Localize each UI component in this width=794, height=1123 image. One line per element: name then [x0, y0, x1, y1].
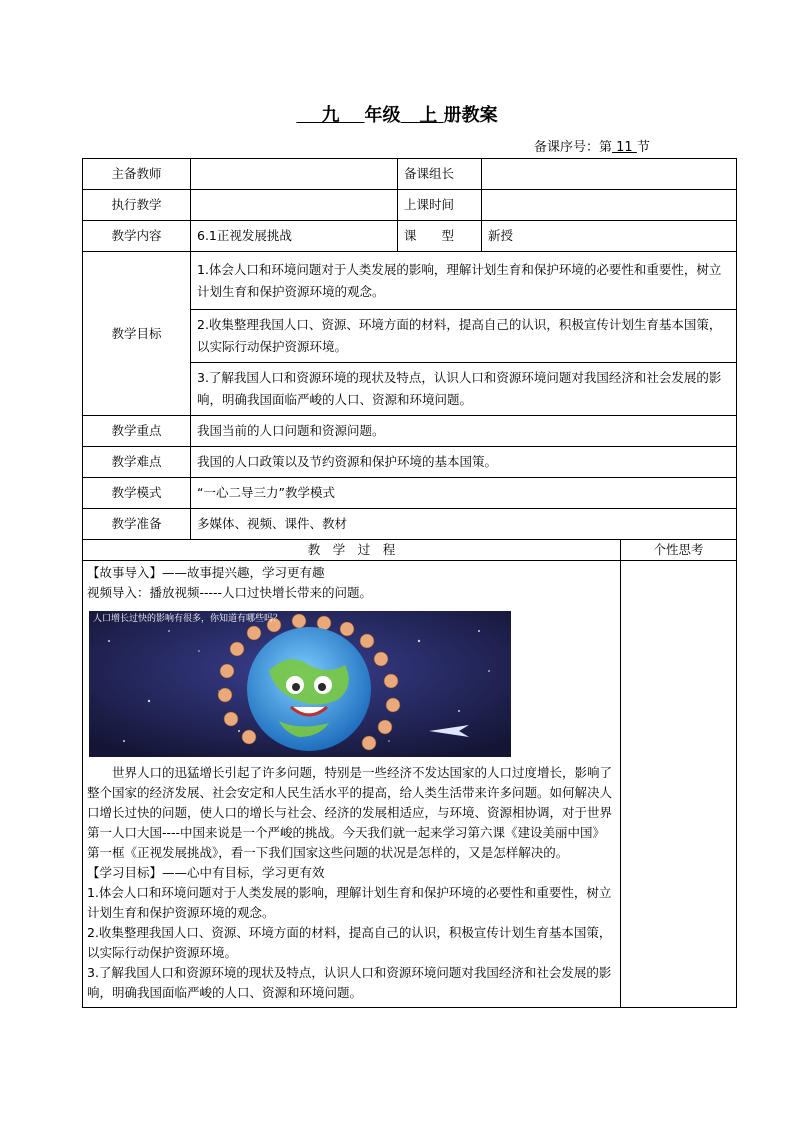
personal-thoughts-cell — [621, 561, 737, 1008]
goal-title: 【学习目标】 — [87, 865, 163, 880]
difficulties-label: 教学难点 — [83, 447, 191, 478]
lead-teacher-label: 主备教师 — [83, 159, 191, 190]
goal-line — [87, 863, 616, 883]
content-value: 6.1正视发展挑战 — [191, 221, 398, 252]
objective-item: 2.收集整理我国人口、资源、环境方面的材料，提高自己的认识，积极宣传计划生育基本国策，以实际行动保护资源环境。 — [191, 310, 737, 363]
story-subtitle: ——故事提兴趣，学习更有趣 — [162, 565, 325, 580]
content-label: 教学内容 — [83, 221, 191, 252]
row-exec — [83, 190, 737, 221]
row-teachers — [83, 159, 737, 190]
goal-item: 2.收集整理我国人口、资源、环境方面的材料，提高自己的认识，积极宣传计划生育基本国策，以实际行动保护资源环境。 — [87, 925, 612, 960]
objective-item: 3.了解我国人口和资源环境的现状及特点，认识人口和资源环境问题对我国经济和社会发展的影响，明确我国面临严峻的人口、资源和环境问题。 — [191, 363, 737, 416]
story-title: 【故事导入】 — [87, 565, 163, 580]
group-leader-label: 备课组长 — [398, 159, 482, 190]
side-header: 个性思考 — [621, 540, 737, 561]
video-line: 视频导入：播放视频-----人口过快增长带来的问题。 — [87, 585, 373, 600]
row-process-body — [83, 561, 737, 1008]
objectives-label: 教学目标 — [83, 252, 191, 416]
row-key-points — [83, 416, 737, 447]
goal-item: 1.体会人口和环境问题对于人类发展的影响，理解计划生育和保护环境的必要性和重要性，树立计划生育和保护资源环境的观念。 — [87, 885, 612, 920]
population-earth-image — [89, 611, 511, 757]
row-prep — [83, 509, 737, 540]
exec-teacher-value — [191, 190, 398, 221]
prep-value: 多媒体、视频、课件、教材 — [191, 509, 737, 540]
class-time-label: 上课时间 — [398, 190, 482, 221]
document-title — [0, 104, 794, 128]
key-points-value: 我国当前的人口问题和资源问题。 — [191, 416, 737, 447]
lesson-type-label: 课 型 — [398, 221, 482, 252]
intro-paragraph: 世界人口的迅猛增长引起了许多问题，特别是一些经济不发达国家的人口过度增长，影响了整个国家的经济发展、社会安定和人民生活水平的提高，给人类生活带来许多问题。如何解决人口增长过快的问题，使人口的增长与社会、经济的发展相适应，与环境、资源相协调，对于世界第一人口大国----中国来说是一个严峻的挑战。今天我们就一起来学习第六课《建设美丽中国》第一框《正视发展挑战》，看一下我们国家这些问题的状况是怎样的，又是怎样解决的。 — [87, 765, 613, 860]
mode-label: 教学模式 — [83, 478, 191, 509]
row-objective-1 — [83, 252, 737, 310]
exec-teacher-label: 执行教学 — [83, 190, 191, 221]
row-content — [83, 221, 737, 252]
group-leader-value — [482, 159, 737, 190]
mode-value: “一心二导三力”教学模式 — [191, 478, 737, 509]
lesson-serial — [534, 140, 650, 156]
lesson-plan-table — [82, 158, 737, 1008]
lesson-type-value: 新授 — [482, 221, 737, 252]
difficulties-value: 我国的人口政策以及节约资源和保护环境的基本国策。 — [191, 447, 737, 478]
goal-subtitle: ——心中有目标，学习更有效 — [162, 865, 325, 880]
term-blank: 上 — [400, 105, 444, 126]
title-suffix: 册教案 — [443, 105, 498, 126]
lead-teacher-value — [191, 159, 398, 190]
class-time-value — [482, 190, 737, 221]
prep-label: 教学准备 — [83, 509, 191, 540]
row-difficulties — [83, 447, 737, 478]
goal-item: 3.了解我国人口和资源环境的现状及特点，认识人口和资源环境问题对我国经济和社会发展的影响，明确我国面临严峻的人口、资源和环境问题。 — [87, 965, 612, 1000]
row-mode — [83, 478, 737, 509]
row-process-header — [83, 540, 737, 561]
serial-label: 备课序号：第 — [534, 140, 613, 155]
process-body — [83, 561, 621, 1008]
serial-suffix: 节 — [636, 140, 650, 155]
key-points-label: 教学重点 — [83, 416, 191, 447]
grade-blank: 九 — [296, 105, 365, 126]
serial-number: 11 — [612, 140, 637, 155]
story-line — [87, 563, 616, 583]
objective-item: 1.体会人口和环境问题对于人类发展的影响，理解计划生育和保护环境的必要性和重要性，树立计划生育和保护资源环境的观念。 — [191, 252, 737, 310]
image-caption: 人口增长过快的影响有很多，你知道有哪些吗？ — [93, 614, 283, 624]
process-header: 教 学 过 程 — [83, 540, 621, 561]
grade-suffix: 年级 — [364, 105, 401, 126]
